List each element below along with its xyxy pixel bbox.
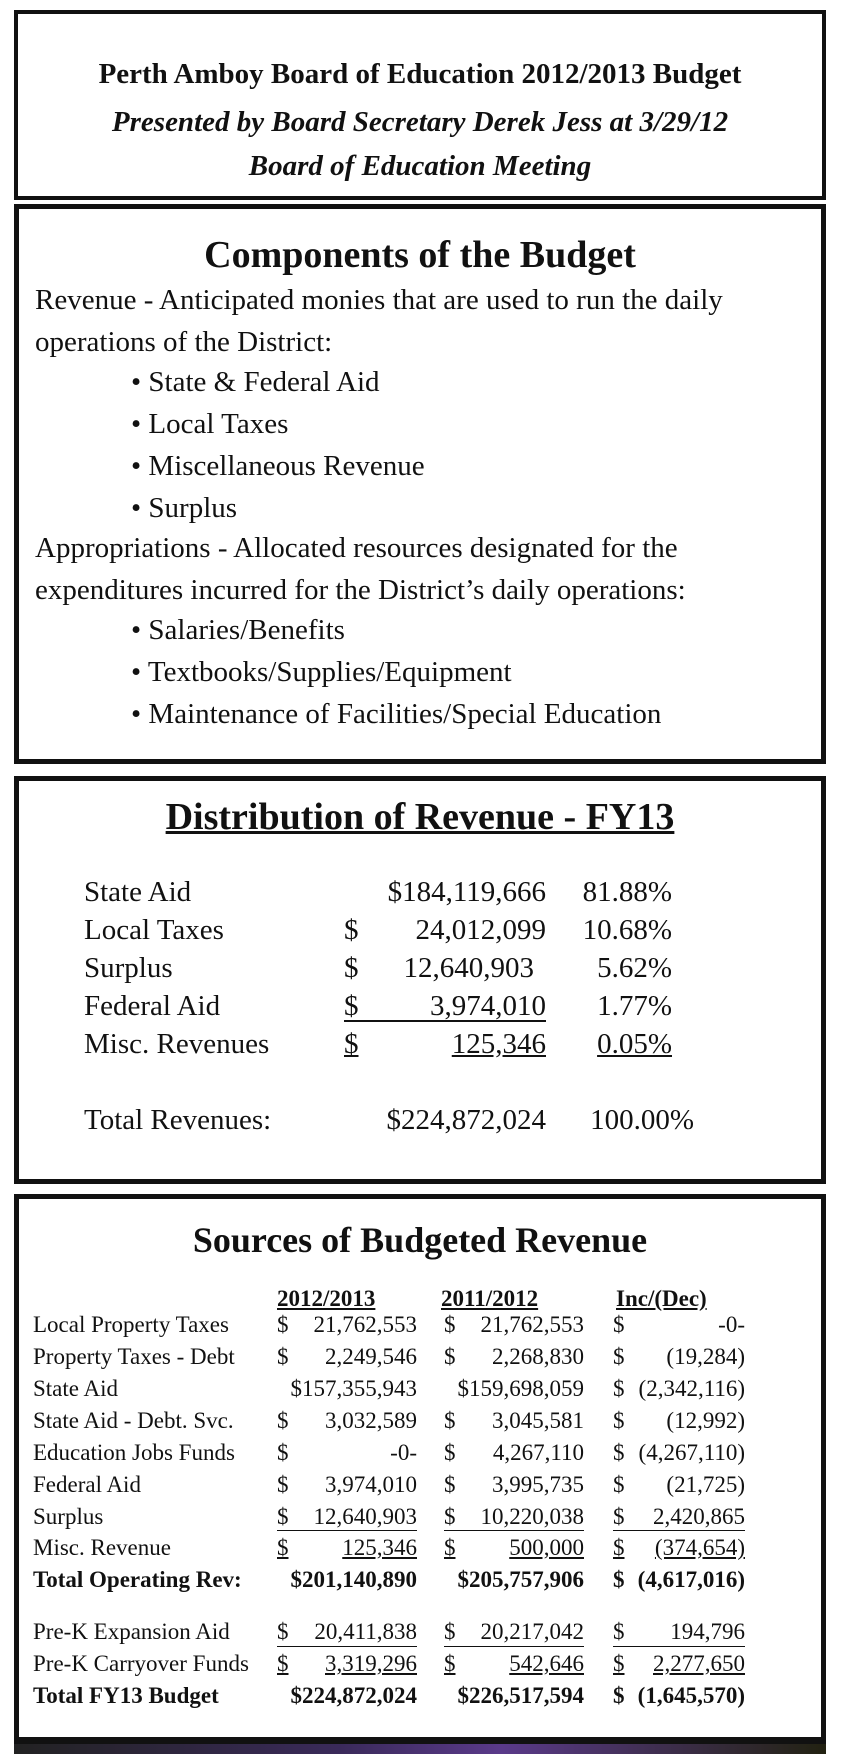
cell-value: $157,355,943 [290, 1376, 417, 1401]
row-label: Property Taxes - Debt [33, 1344, 235, 1369]
amount-value: 125,346 [451, 1028, 546, 1060]
cell-value: 194,796 [670, 1619, 745, 1644]
dollar-sign: $ [444, 1619, 456, 1644]
table-total-row [33, 1567, 813, 1599]
cell-value: 20,217,042 [480, 1619, 584, 1644]
amount-value: 12,640,903 [403, 952, 534, 984]
dollar-sign: $ [613, 1344, 625, 1369]
revenue-description: Revenue - Anticipated monies that are used to run the daily operations of the District: [35, 284, 723, 358]
dollar-sign: $ [613, 1376, 625, 1401]
dollar-sign: $ [277, 1651, 289, 1676]
dollar-sign: $ [444, 1472, 456, 1497]
cell-value: 3,032,589 [325, 1408, 417, 1433]
cell-underline [277, 1530, 417, 1531]
row-percent: 5.62% [597, 952, 672, 984]
row-label: Local Taxes [84, 914, 224, 946]
dollar-sign: $ [613, 1651, 625, 1676]
dollar-sign: $ [344, 914, 359, 946]
row-label: Federal Aid [84, 990, 221, 1022]
dollar-sign: $ [277, 1535, 289, 1560]
cell-value: $224,872,024 [290, 1683, 417, 1708]
column-header-2011-2012: 2011/2012 [441, 1286, 539, 1311]
header-box [14, 10, 826, 200]
distribution-title: Distribution of Revenue - FY13 [165, 796, 675, 838]
dollar-sign: $ [277, 1619, 289, 1644]
dollar-sign: $ [277, 1504, 289, 1529]
table-row [33, 1535, 813, 1567]
dollar-sign: $ [613, 1619, 625, 1644]
cell-underline [613, 1646, 745, 1647]
document-title: Perth Amboy Board of Education 2012/2013 Budget [98, 58, 742, 90]
row-label: Surplus [84, 952, 173, 984]
row-label: Total FY13 Budget [33, 1683, 219, 1708]
total-percent: 100.00% [590, 1104, 694, 1136]
dollar-sign: $ [613, 1504, 625, 1529]
dollar-sign: $ [613, 1312, 625, 1337]
amount-digits: 184,119,666 [402, 876, 546, 908]
cell-value: 21,762,553 [313, 1312, 417, 1337]
cell-value: -0- [390, 1440, 417, 1465]
row-label: Misc. Revenues [84, 1028, 270, 1060]
column-header-inc-dec: Inc/(Dec) [616, 1286, 707, 1311]
dollar-sign: $ [444, 1312, 456, 1337]
dollar-sign: $ [613, 1535, 625, 1560]
cell-value: 3,319,296 [325, 1651, 417, 1676]
dollar-sign: $ [444, 1535, 456, 1560]
cell-value: 3,045,581 [492, 1408, 584, 1433]
cell-value: (1,645,570) [637, 1683, 745, 1708]
components-title: Components of the Budget [204, 234, 636, 276]
row-label: Misc. Revenue [33, 1535, 171, 1560]
cell-value: (374,654) [654, 1535, 745, 1560]
cell-underline [277, 1646, 417, 1647]
list-item: • Miscellaneous Revenue [131, 445, 425, 487]
cell-value: 2,268,830 [492, 1344, 584, 1369]
percent-value: 0.05% [597, 1028, 672, 1060]
dollar-sign: $ [344, 952, 359, 984]
cell-value: (19,284) [666, 1344, 745, 1369]
cell-value: 542,646 [509, 1651, 584, 1676]
row-label: Surplus [33, 1504, 104, 1529]
table-row [33, 1472, 813, 1504]
table-row [33, 1344, 813, 1376]
document-subtitle: Presented by Board Secretary Derek Jess at 3/29/12 Board of Education Meeting [111, 106, 729, 182]
cell-value: $159,698,059 [457, 1376, 584, 1401]
total-label: Total Revenues: [84, 1104, 272, 1136]
cell-value: (12,992) [666, 1408, 745, 1433]
dollar-sign: $ [613, 1683, 625, 1708]
row-percent: 1.77% [597, 990, 672, 1022]
dollar-sign: $ [613, 1567, 625, 1592]
row-percent: 10.68% [582, 914, 672, 946]
sources-box [14, 1194, 826, 1744]
cell-underline [444, 1530, 584, 1531]
table-row [33, 1440, 813, 1472]
cell-value: 20,411,838 [314, 1619, 417, 1644]
row-percent [554, 1028, 672, 1061]
table-row [33, 1312, 813, 1344]
cell-value: 12,640,903 [313, 1504, 417, 1529]
cell-value: 21,762,553 [480, 1312, 584, 1337]
distribution-row [84, 990, 764, 1030]
table-row [33, 1504, 813, 1536]
row-label: State Aid - Debt. Svc. [33, 1408, 234, 1433]
dollar-sign: $ [277, 1472, 289, 1497]
row-label: Pre-K Expansion Aid [33, 1619, 230, 1644]
list-item: • Surplus [131, 487, 425, 529]
dollar-sign: $ [277, 1344, 289, 1369]
cell-value: (4,267,110) [638, 1440, 745, 1465]
row-label: State Aid [33, 1376, 118, 1401]
dollar-sign: $ [444, 1504, 456, 1529]
row-label: Pre-K Carryover Funds [33, 1651, 249, 1676]
distribution-row [84, 914, 764, 954]
distribution-row [84, 1028, 764, 1068]
table-row [33, 1408, 813, 1440]
appropriations-description: Appropriations - Allocated resources designated for the expenditures incurred for the District’s daily operations: [35, 532, 686, 606]
dollar-sign: $ [444, 1651, 456, 1676]
components-box [14, 204, 826, 764]
cell-value: $201,140,890 [290, 1567, 417, 1592]
column-header-2012-2013: 2012/2013 [277, 1286, 376, 1311]
cell-value: 3,995,735 [492, 1472, 584, 1497]
dollar-sign: $ [277, 1408, 289, 1433]
cell-value: -0- [718, 1312, 745, 1337]
dollar-sign: $ [613, 1472, 625, 1497]
list-item: • State & Federal Aid [131, 361, 425, 403]
cell-value: 4,267,110 [492, 1440, 584, 1465]
dollar-sign: $ [613, 1440, 625, 1465]
amount-value: $184,119,666 [387, 876, 546, 908]
row-label: Total Operating Rev: [33, 1567, 242, 1592]
table-total-row [33, 1683, 813, 1715]
amount-value: 3,974,010 [430, 990, 546, 1022]
amount-value: 24,012,099 [415, 914, 546, 946]
dollar-sign: $ [277, 1440, 289, 1465]
dollar-sign: $ [444, 1440, 456, 1465]
revenue-items-list [131, 361, 425, 529]
cell-value: 10,220,038 [480, 1504, 584, 1529]
cell-value: (2,342,116) [638, 1376, 745, 1401]
row-label: State Aid [84, 876, 192, 908]
cell-value: 2,277,650 [653, 1651, 745, 1676]
dollar-sign: $ [277, 1312, 289, 1337]
sources-title: Sources of Budgeted Revenue [192, 1220, 648, 1260]
row-percent: 81.88% [582, 876, 672, 908]
row-label: Federal Aid [33, 1472, 141, 1497]
list-item: • Textbooks/Supplies/Equipment [131, 651, 661, 693]
list-item: • Local Taxes [131, 403, 425, 445]
table-row [33, 1651, 813, 1683]
amount-underline [344, 1020, 546, 1022]
cell-value: 500,000 [509, 1535, 584, 1560]
bottom-edge-strip [14, 1744, 826, 1754]
dollar-sign: $ [444, 1408, 456, 1433]
cell-underline [444, 1646, 584, 1647]
cell-value: $226,517,594 [457, 1683, 584, 1708]
dollar-sign: $ [613, 1408, 625, 1433]
table-row [33, 1376, 813, 1408]
cell-value: (21,725) [666, 1472, 745, 1497]
list-item: • Salaries/Benefits [131, 609, 661, 651]
row-label: Education Jobs Funds [33, 1440, 235, 1465]
row-label: Local Property Taxes [33, 1312, 229, 1337]
cell-value: (4,617,016) [637, 1567, 745, 1592]
cell-value: 2,249,546 [325, 1344, 417, 1369]
dollar-sign: $ [444, 1344, 456, 1369]
cell-value: $205,757,906 [457, 1567, 584, 1592]
total-amount-value: $224,872,024 [386, 1104, 546, 1136]
cell-value: 125,346 [342, 1535, 417, 1560]
dollar-sign: $ [344, 990, 359, 1022]
appropriations-items-list [131, 609, 661, 735]
distribution-total-row [84, 1104, 764, 1144]
distribution-box [14, 776, 826, 1184]
dollar-sign: $ [344, 1028, 359, 1060]
cell-value: 2,420,865 [653, 1504, 745, 1529]
cell-value: 3,974,010 [325, 1472, 417, 1497]
distribution-row [84, 952, 764, 992]
distribution-row [84, 876, 764, 916]
list-item: • Maintenance of Facilities/Special Education [131, 693, 661, 735]
cell-underline [613, 1530, 745, 1531]
